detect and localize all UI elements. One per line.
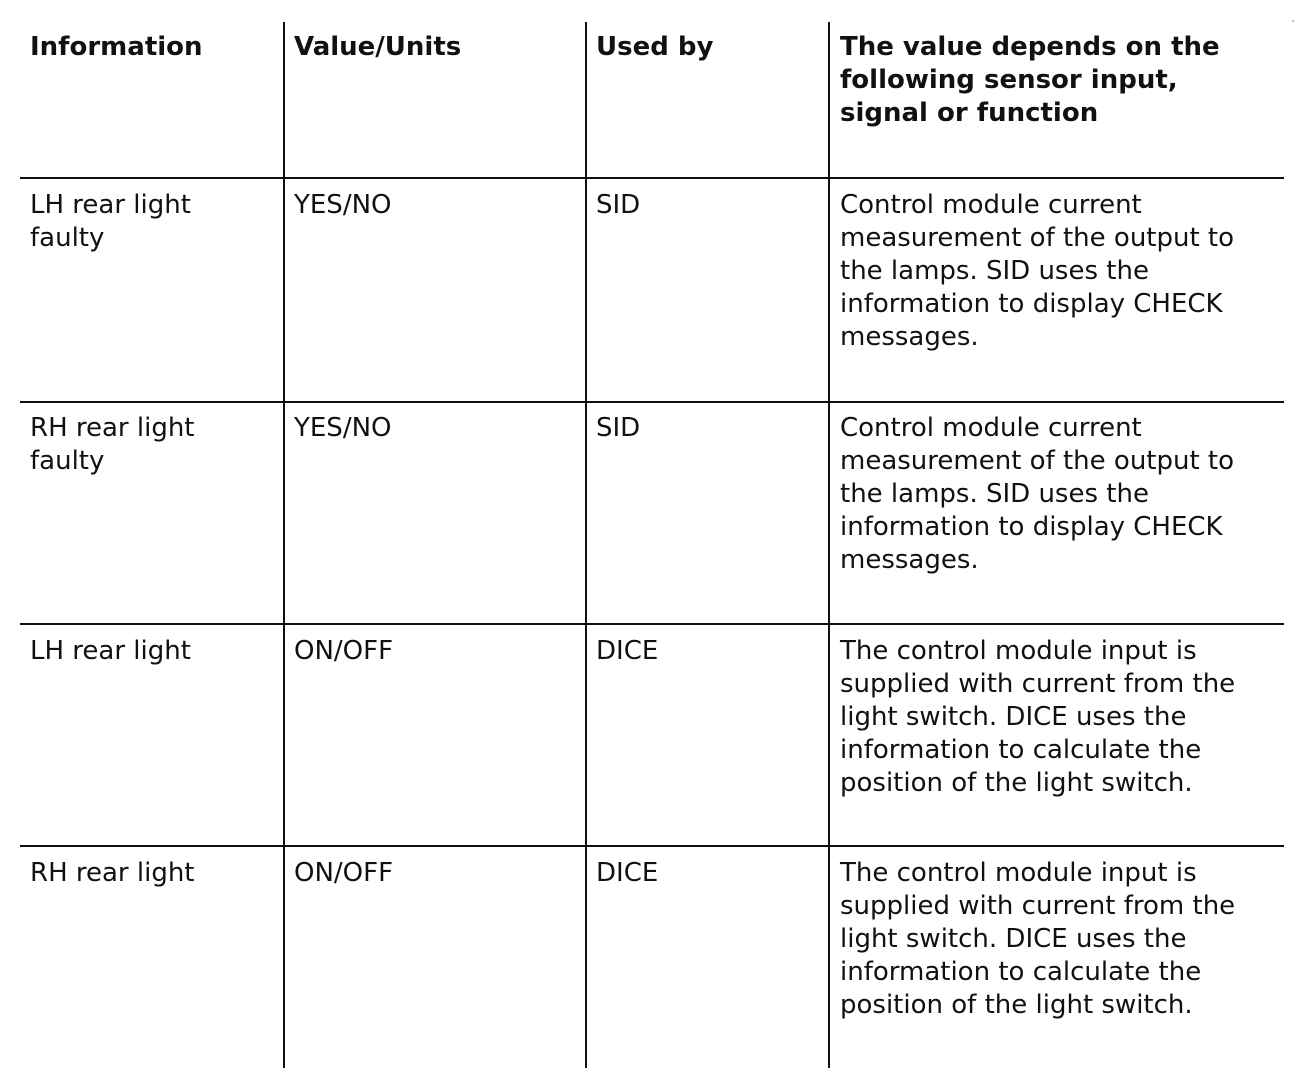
table-row-1-value-units: YES/NO [294,190,392,220]
table-row-1-used-by: SID [596,190,641,220]
header-information: Information [30,32,203,62]
header-depends-on: The value depends on the following sensor input, signal or function [840,32,1220,128]
table-row-3-information: LH rear light [30,636,191,666]
table-row-4-value-units: ON/OFF [294,858,394,888]
table-row-4-depends-on: The control module input is supplied with current from the light switch. DICE uses the information to calculate the position of the light switch. [840,858,1236,1020]
table-row-2-used-by: SID [596,413,641,443]
header-value-units: Value/Units [294,32,462,62]
row-divider [20,845,1284,847]
table-row-1-information: LH rear light faulty [30,190,191,253]
table-row-3-used-by: DICE [596,636,659,666]
header-used-by: Used by [596,32,714,62]
header-divider [20,177,1284,179]
row-divider [20,401,1284,403]
row-divider [20,623,1284,625]
scan-speck [1292,20,1294,22]
table-row-4-information: RH rear light [30,858,195,888]
table-row-2-value-units: YES/NO [294,413,392,443]
table-row-3-value-units: ON/OFF [294,636,394,666]
table-row-3-depends-on: The control module input is supplied with current from the light switch. DICE uses the information to calculate the position of the light switch. [840,636,1236,798]
table-row-1-depends-on: Control module current measurement of the output to the lamps. SID uses the information to display CHECK messages. [840,190,1235,352]
table-row-2-depends-on: Control module current measurement of the output to the lamps. SID uses the information to display CHECK messages. [840,413,1235,575]
table-row-4-used-by: DICE [596,858,659,888]
table-row-2-information: RH rear light faulty [30,413,195,476]
